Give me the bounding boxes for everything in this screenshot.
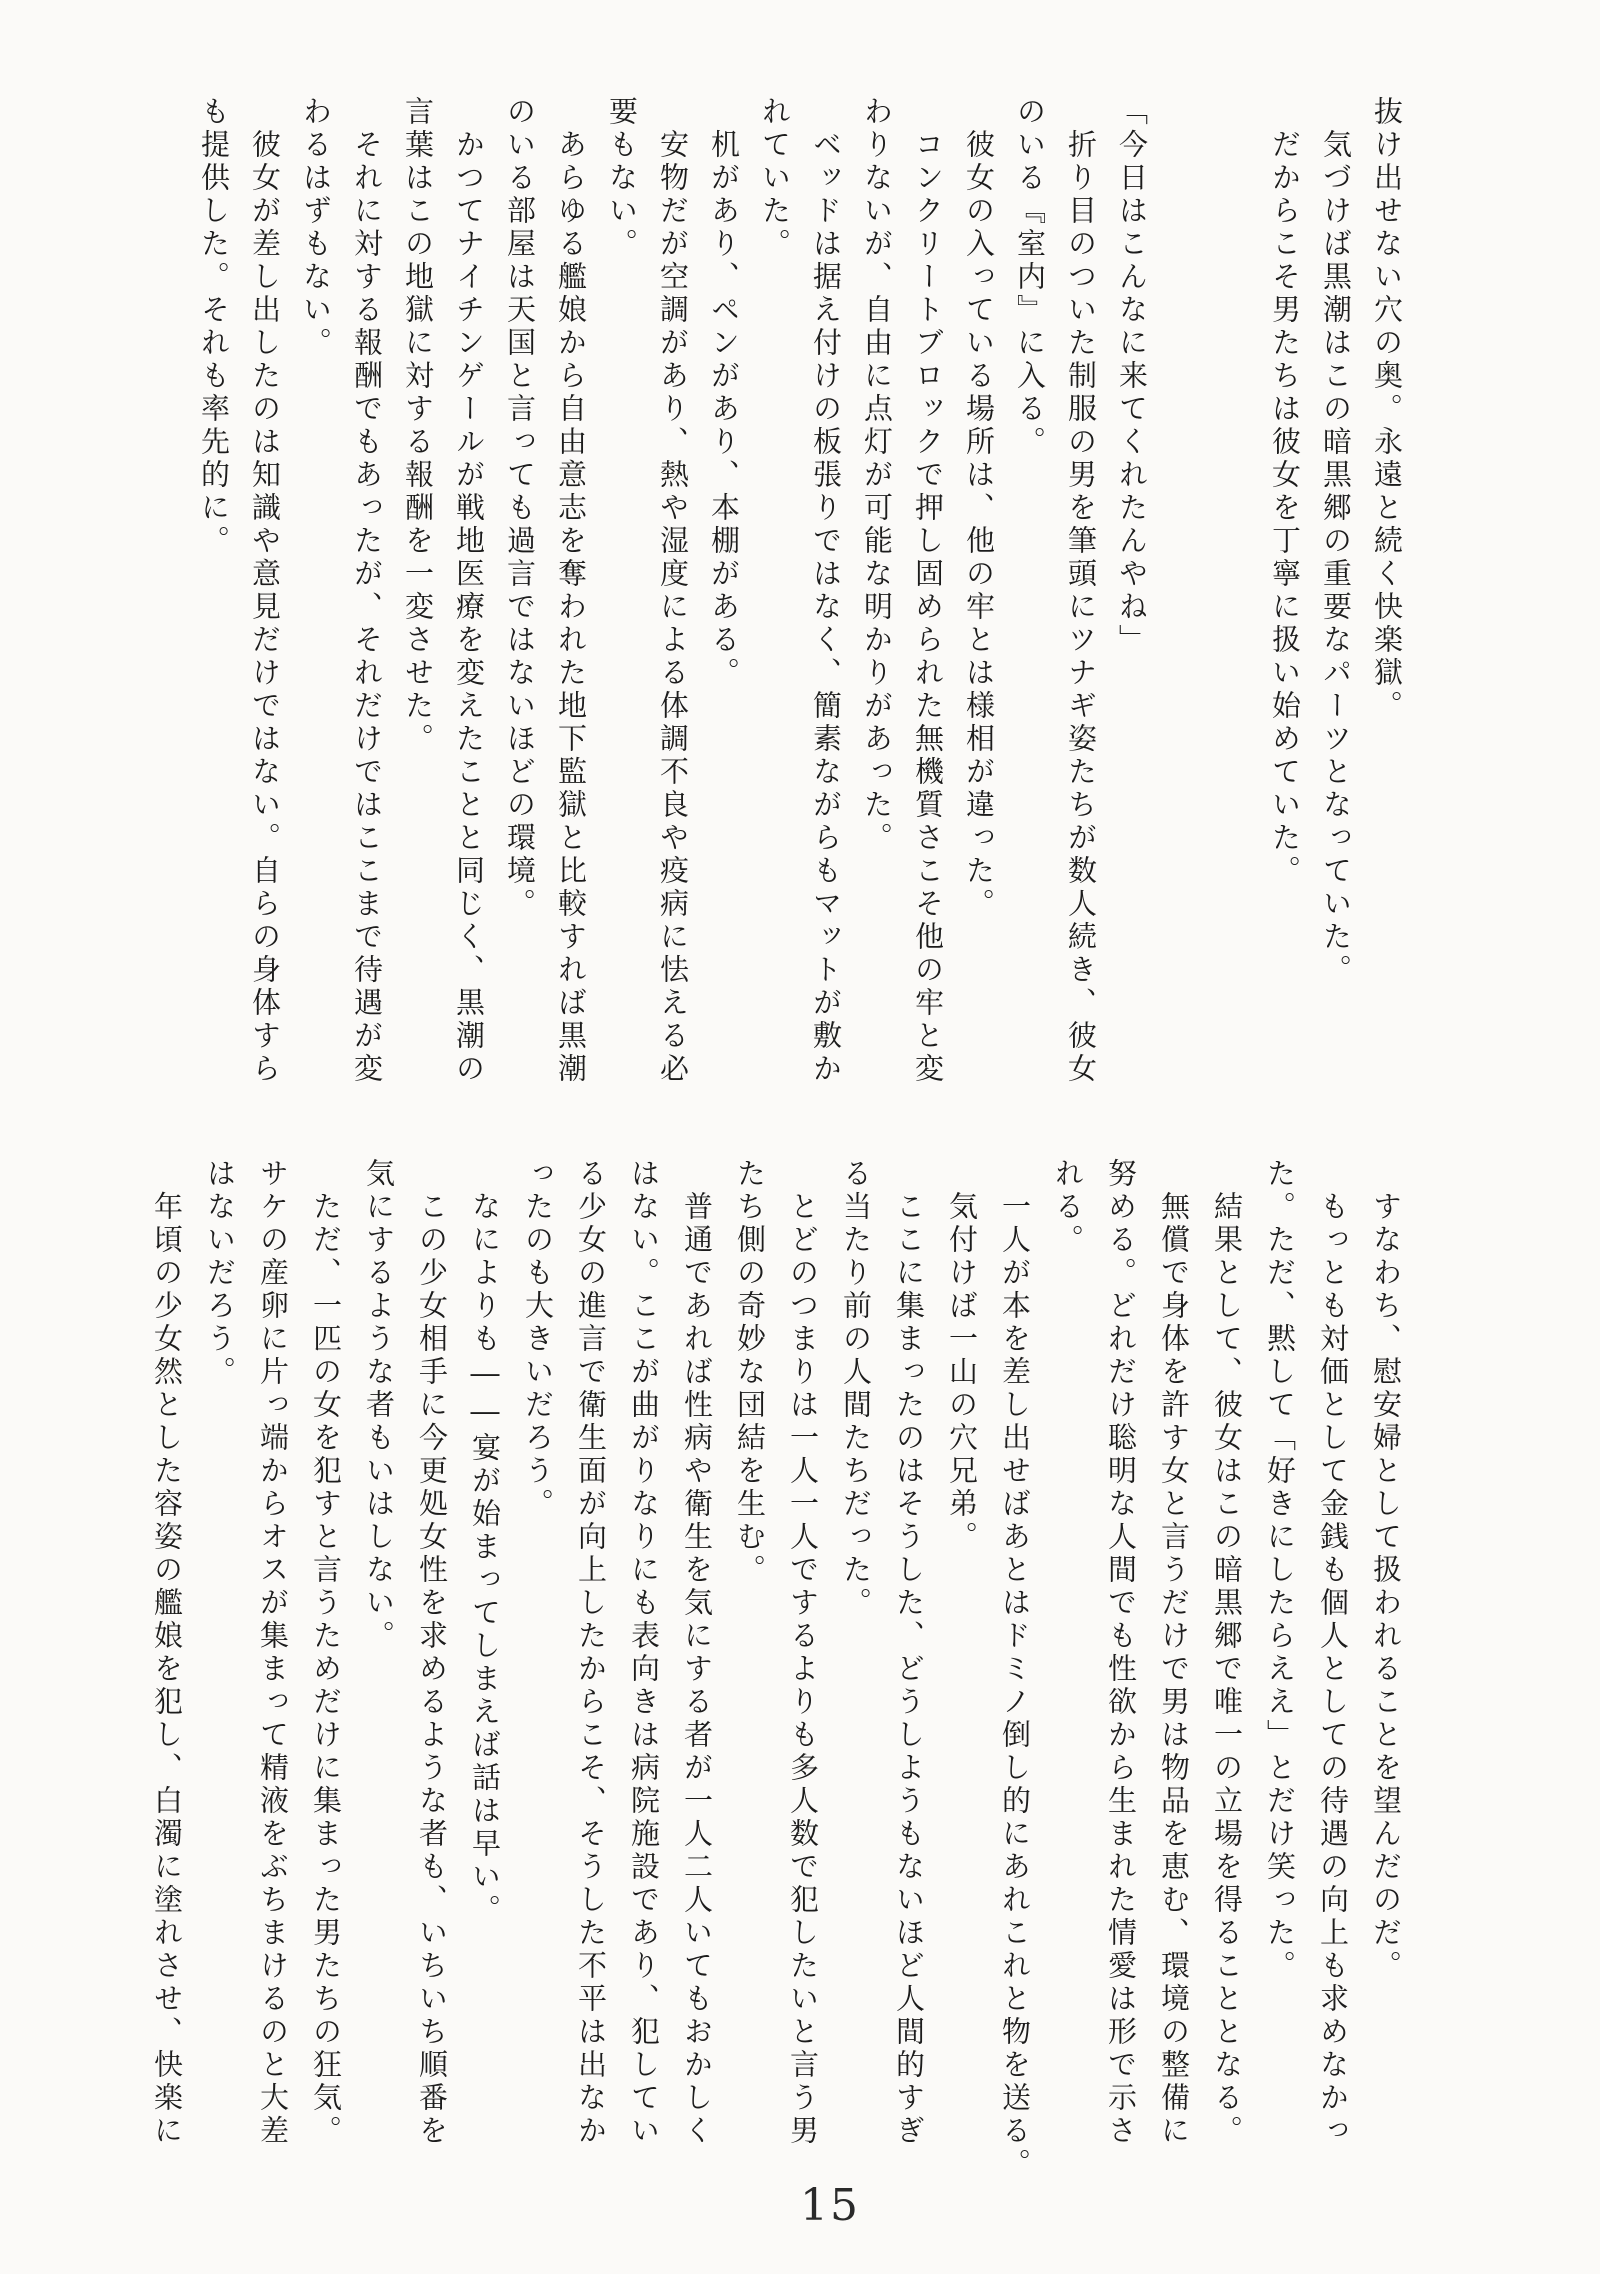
text-column: 彼女が差し出したのは知識や意見だけではない。自らの身体すら <box>248 129 282 1086</box>
text-column: あらゆる艦娘から自由意志を奪われた地下監獄と比較すれば黒潮 <box>554 129 588 1086</box>
text-column: 言葉はこの地獄に対する報酬を一変させた。 <box>401 96 435 756</box>
text-column: だからこそ男たちは彼女を丁寧に扱い始めていた。 <box>1268 129 1302 888</box>
text-column: 努める。どれだけ聡明な人間でも性欲から生まれた情愛は形で示さ <box>1104 1158 1138 2148</box>
text-column: た。ただ、黙して「好きにしたらええ」とだけ笑った。 <box>1263 1158 1297 1983</box>
text-column: 「今日はこんなに来てくれたんやね」 <box>1115 96 1149 657</box>
text-column: 気付けば一山の穴兄弟。 <box>945 1191 979 1554</box>
text-column: 彼女の入っている場所は、他の牢とは様相が違った。 <box>962 129 996 921</box>
text-column: る少女の進言で衛生面が向上したからこそ、そうした不平は出なか <box>574 1158 608 2148</box>
text-column: 気にするような者もいはしない。 <box>362 1158 396 1653</box>
text-column: れる。 <box>1051 1158 1085 1257</box>
text-column: のいる部屋は天国と言っても過言ではないほどの環境。 <box>503 96 537 921</box>
text-column: なによりも――宴が始まってしまえば話は早い。 <box>468 1191 502 1927</box>
text-column: わるはずもない。 <box>299 96 333 360</box>
lower-text-block <box>140 1158 1412 2198</box>
text-column: もっとも対価として金銭も個人としての待遇の向上も求めなかっ <box>1316 1191 1350 2148</box>
text-column: すなわち、慰安婦として扱われることを望んだのだ。 <box>1369 1191 1403 1983</box>
text-column: それに対する報酬でもあったが、それだけではここまで待遇が変 <box>350 129 384 1086</box>
text-column: も提供した。それも率先的に。 <box>197 96 231 558</box>
blank-column <box>1157 96 1208 1136</box>
text-column: 抜け出せない穴の奥。永遠と続く快楽獄。 <box>1370 96 1404 723</box>
text-column: 結果として、彼女はこの暗黒郷で唯一の立場を得ることとなる。 <box>1210 1191 1244 2148</box>
upper-text-block <box>188 96 1412 1136</box>
text-column: この少女相手に今更処女性を求めるような者も、いちいち順番を <box>415 1191 449 2148</box>
text-column: 折り目のついた制服の男を筆頭にツナギ姿たちが数人続き、彼女 <box>1064 129 1098 1086</box>
text-column: 一人が本を差し出せばあとはドミノ倒し的にあれこれと物を送る。 <box>998 1191 1032 2181</box>
text-column: 年頃の少女然とした容姿の艦娘を犯し、白濁に塗れさせ、快楽に <box>150 1191 184 2148</box>
page-number: 15 <box>800 2180 860 2231</box>
text-column: コンクリートブロックで押し固められた無機質さこそ他の牢と変 <box>911 129 945 1086</box>
text-column: ベッドは据え付けの板張りではなく、簡素ながらもマットが敷か <box>809 129 843 1086</box>
text-column: れていた。 <box>758 96 792 261</box>
text-column: はないだろう。 <box>203 1158 237 1389</box>
text-column: 普通であれば性病や衛生を気にする者が一人二人いてもおかしく <box>680 1191 714 2148</box>
text-column: わりないが、自由に点灯が可能な明かりがあった。 <box>860 96 894 855</box>
text-column: 安物だが空調があり、熱や湿度による体調不良や疫病に怯える必 <box>656 129 690 1086</box>
text-column: サケの産卵に片っ端からオスが集まって精液をぶちまけるのと大差 <box>256 1158 290 2148</box>
text-column: ただ、一匹の女を犯すと言うためだけに集まった男たちの狂気。 <box>309 1191 343 2148</box>
text-column: かつてナイチンゲールが戦地医療を変えたことと同じく、黒潮の <box>452 129 486 1086</box>
text-column: 机があり、ペンがあり、本棚がある。 <box>707 129 741 690</box>
blank-column <box>1208 96 1259 1136</box>
text-column: 要もない。 <box>605 96 639 261</box>
text-column: 無償で身体を許す女と言うだけで男は物品を恵む、環境の整備に <box>1157 1191 1191 2148</box>
text-column: 気づけば黒潮はこの暗黒郷の重要なパーツとなっていた。 <box>1319 129 1353 987</box>
text-column: る当たり前の人間たちだった。 <box>839 1158 873 1620</box>
text-column: はない。ここが曲がりなりにも表向きは病院施設であり、犯してい <box>627 1158 661 2148</box>
text-column: ここに集まったのはそうした、どうしようもないほど人間的すぎ <box>892 1191 926 2148</box>
text-column: とどのつまりは一人一人でするよりも多人数で犯したいと言う男 <box>786 1191 820 2148</box>
text-column: たち側の奇妙な団結を生む。 <box>733 1158 767 1587</box>
text-column: ったのも大きいだろう。 <box>521 1158 555 1521</box>
text-column: のいる『室内』に入る。 <box>1013 96 1047 459</box>
